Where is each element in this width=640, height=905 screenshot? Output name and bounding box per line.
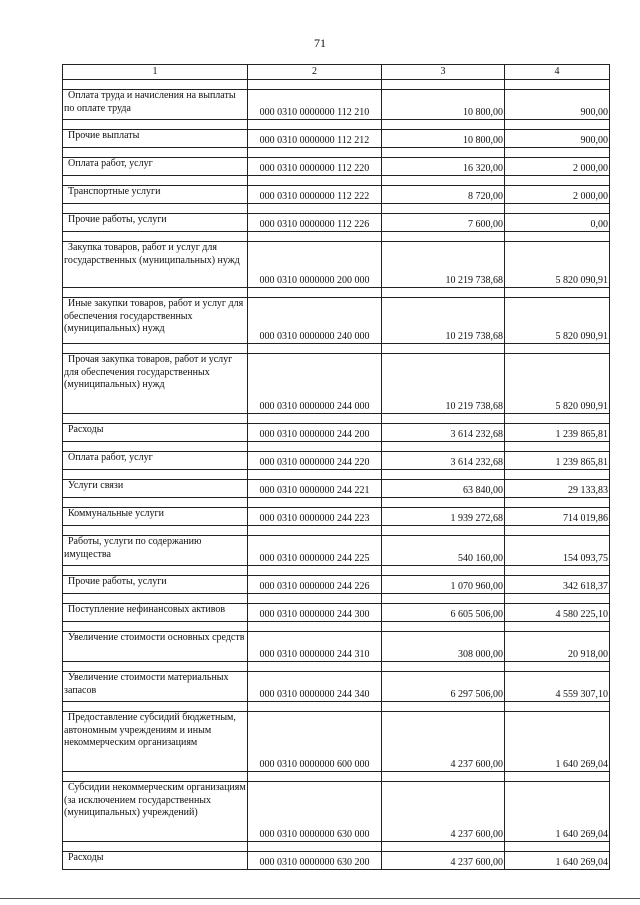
page-bottom-rule <box>0 898 640 899</box>
row-name: Иные закупки товаров, работ и услуг для обеспечения государственных (муниципальных) нужд <box>64 298 244 334</box>
row-gap <box>63 594 610 604</box>
row-value-col3: 4 237 600,00 <box>382 712 505 772</box>
row-value-col4: 900,00 <box>505 90 610 120</box>
table-row <box>63 576 610 594</box>
row-value-col4: 1 239 865,81 <box>505 424 610 442</box>
row-name: Оплата работ, услуг <box>68 158 153 169</box>
table-row <box>63 604 610 622</box>
row-gap <box>63 148 610 158</box>
table-row <box>63 536 610 566</box>
table-row <box>63 298 610 344</box>
row-gap <box>63 232 610 242</box>
row-name: Работы, услуги по содержанию имущества <box>64 536 202 560</box>
row-gap <box>63 526 610 536</box>
row-gap <box>63 498 610 508</box>
row-value-col3: 308 000,00 <box>382 632 505 662</box>
row-name: Оплата труда и начисления на выплаты по оплате труда <box>64 90 236 114</box>
row-code: 000 0310 0000000 244 000 <box>248 354 382 414</box>
row-value-col3: 63 840,00 <box>382 480 505 498</box>
row-name: Оплата работ, услуг <box>68 452 153 463</box>
row-gap <box>63 80 610 90</box>
row-name: Закупка товаров, работ и услуг для государственных (муниципальных) нужд <box>64 242 240 266</box>
row-value-col3: 3 614 232,68 <box>382 452 505 470</box>
row-code: 000 0310 0000000 630 000 <box>248 782 382 842</box>
row-code: 000 0310 0000000 244 225 <box>248 536 382 566</box>
row-name: Увеличение стоимости материальных запасов <box>64 672 229 696</box>
row-gap <box>63 176 610 186</box>
row-gap <box>63 120 610 130</box>
table-row <box>63 90 610 120</box>
row-code: 000 0310 0000000 244 340 <box>248 672 382 702</box>
table-row <box>63 424 610 442</box>
row-code: 000 0310 0000000 200 000 <box>248 242 382 288</box>
row-value-col4: 1 640 269,04 <box>505 712 610 772</box>
page-number: 71 <box>314 36 326 50</box>
row-value-col3: 8 720,00 <box>382 186 505 204</box>
row-gap <box>63 842 610 852</box>
row-value-col3: 10 219 738,68 <box>382 298 505 344</box>
row-value-col3: 10 800,00 <box>382 130 505 148</box>
header-row <box>63 65 610 80</box>
row-value-col3: 540 160,00 <box>382 536 505 566</box>
table-row <box>63 480 610 498</box>
table-row <box>63 158 610 176</box>
table-row <box>63 186 610 204</box>
row-name: Прочие работы, услуги <box>68 576 167 587</box>
row-name: Транспортные услуги <box>68 186 161 197</box>
table-row <box>63 508 610 526</box>
row-gap <box>63 622 610 632</box>
row-value-col3: 7 600,00 <box>382 214 505 232</box>
row-gap <box>63 566 610 576</box>
row-value-col4: 154 093,75 <box>505 536 610 566</box>
row-name: Поступление нефинансовых активов <box>68 604 226 615</box>
row-code: 000 0310 0000000 240 000 <box>248 298 382 344</box>
row-name: Коммунальные услуги <box>68 508 164 519</box>
row-value-col3: 1 070 960,00 <box>382 576 505 594</box>
table-row <box>63 214 610 232</box>
row-value-col4: 0,00 <box>505 214 610 232</box>
row-code: 000 0310 0000000 600 000 <box>248 712 382 772</box>
row-code: 000 0310 0000000 112 220 <box>248 158 382 176</box>
row-value-col3: 10 219 738,68 <box>382 242 505 288</box>
row-code: 000 0310 0000000 244 223 <box>248 508 382 526</box>
row-gap <box>63 702 610 712</box>
table-row <box>63 632 610 662</box>
row-value-col3: 6 297 506,00 <box>382 672 505 702</box>
row-name: Увеличение стоимости основных средств <box>68 632 245 643</box>
row-gap <box>63 344 610 354</box>
row-code: 000 0310 0000000 244 221 <box>248 480 382 498</box>
row-value-col3: 1 939 272,68 <box>382 508 505 526</box>
row-value-col3: 4 237 600,00 <box>382 782 505 842</box>
column-header: 4 <box>505 65 610 80</box>
row-code: 000 0310 0000000 112 226 <box>248 214 382 232</box>
row-value-col4: 342 618,37 <box>505 576 610 594</box>
row-gap <box>63 288 610 298</box>
row-name: Расходы <box>68 424 104 435</box>
row-name: Расходы <box>68 852 104 863</box>
table-row <box>63 354 610 414</box>
table-row <box>63 712 610 772</box>
row-value-col3: 3 614 232,68 <box>382 424 505 442</box>
row-code: 000 0310 0000000 244 200 <box>248 424 382 442</box>
row-value-col4: 20 918,00 <box>505 632 610 662</box>
table-row <box>63 452 610 470</box>
row-name: Прочие выплаты <box>68 130 140 141</box>
row-name: Субсидии некоммерческим организациям (за исключением государственных (муниципальных) учреждений) <box>64 782 246 818</box>
row-value-col4: 900,00 <box>505 130 610 148</box>
budget-table <box>62 64 610 870</box>
row-code: 000 0310 0000000 630 200 <box>248 852 382 870</box>
column-header: 1 <box>63 65 248 80</box>
column-header: 2 <box>248 65 382 80</box>
row-code: 000 0310 0000000 244 220 <box>248 452 382 470</box>
row-value-col3: 10 219 738,68 <box>382 354 505 414</box>
table-row <box>63 130 610 148</box>
row-gap <box>63 442 610 452</box>
row-value-col4: 1 239 865,81 <box>505 452 610 470</box>
row-value-col4: 29 133,83 <box>505 480 610 498</box>
row-value-col4: 2 000,00 <box>505 186 610 204</box>
column-header: 3 <box>382 65 505 80</box>
row-value-col3: 4 237 600,00 <box>382 852 505 870</box>
row-gap <box>63 204 610 214</box>
row-value-col4: 4 580 225,10 <box>505 604 610 622</box>
row-value-col3: 6 605 506,00 <box>382 604 505 622</box>
row-value-col3: 16 320,00 <box>382 158 505 176</box>
row-value-col3: 10 800,00 <box>382 90 505 120</box>
row-value-col4: 1 640 269,04 <box>505 852 610 870</box>
row-value-col4: 1 640 269,04 <box>505 782 610 842</box>
row-name: Предоставление субсидий бюджетным, автономным учреждениям и иным некоммерческим организациям <box>64 712 236 748</box>
row-value-col4: 714 019,86 <box>505 508 610 526</box>
row-name: Прочая закупка товаров, работ и услуг для обеспечения государственных (муниципальных) нужд <box>64 354 233 390</box>
row-value-col4: 4 559 307,10 <box>505 672 610 702</box>
row-code: 000 0310 0000000 112 212 <box>248 130 382 148</box>
row-code: 000 0310 0000000 112 222 <box>248 186 382 204</box>
row-code: 000 0310 0000000 112 210 <box>248 90 382 120</box>
row-name: Услуги связи <box>68 480 124 491</box>
row-value-col4: 5 820 090,91 <box>505 242 610 288</box>
table-row <box>63 242 610 288</box>
row-gap <box>63 470 610 480</box>
row-code: 000 0310 0000000 244 310 <box>248 632 382 662</box>
row-gap <box>63 772 610 782</box>
row-gap <box>63 414 610 424</box>
table-row <box>63 852 610 870</box>
row-code: 000 0310 0000000 244 300 <box>248 604 382 622</box>
row-code: 000 0310 0000000 244 226 <box>248 576 382 594</box>
row-gap <box>63 662 610 672</box>
table-row <box>63 782 610 842</box>
table-row <box>63 672 610 702</box>
row-value-col4: 5 820 090,91 <box>505 298 610 344</box>
row-name: Прочие работы, услуги <box>68 214 167 225</box>
row-value-col4: 5 820 090,91 <box>505 354 610 414</box>
row-value-col4: 2 000,00 <box>505 158 610 176</box>
